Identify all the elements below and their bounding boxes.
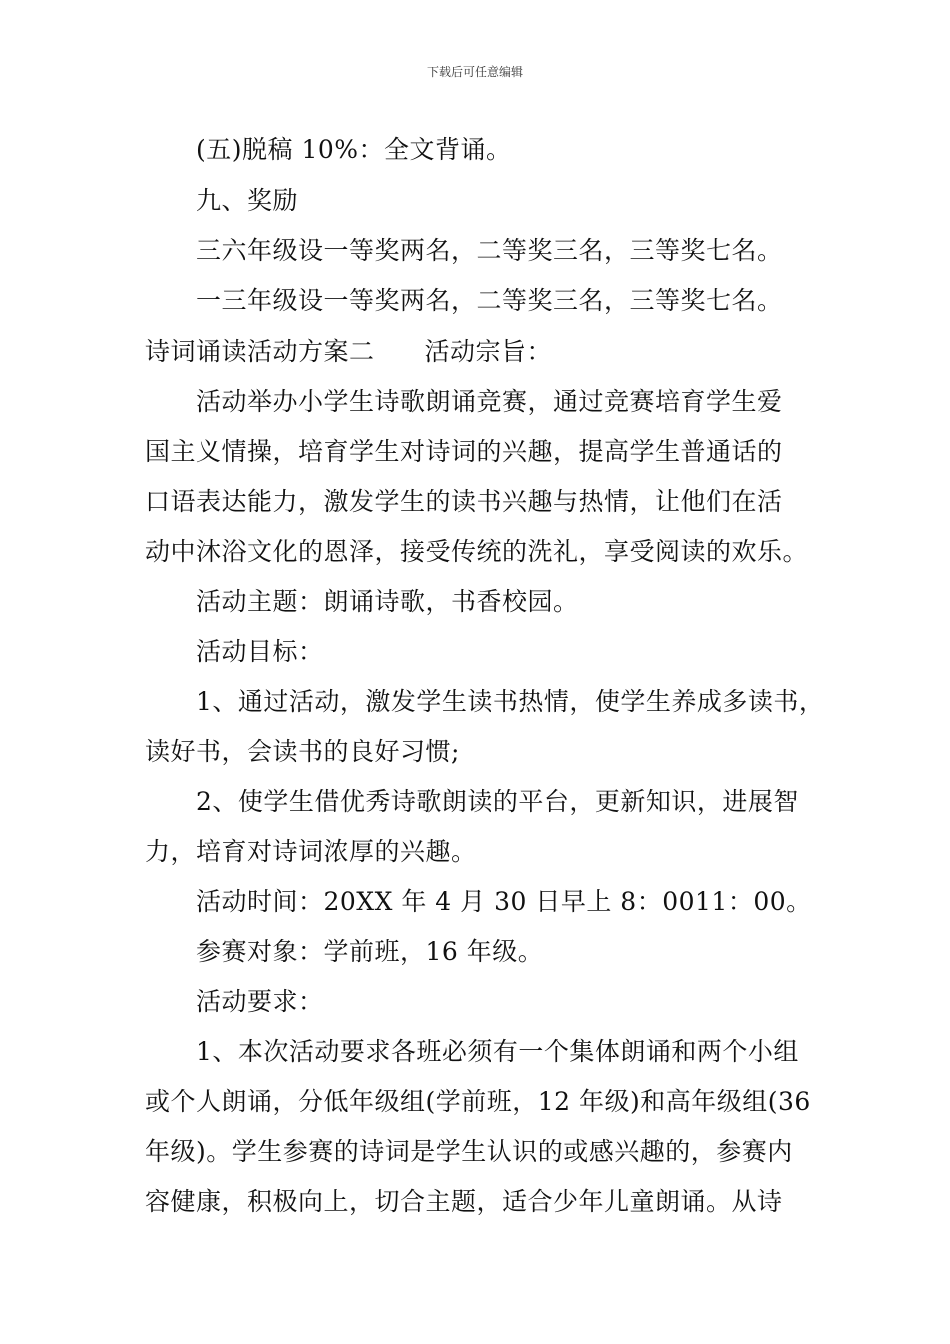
text-line: 读好书，会读书的良好习惯; bbox=[145, 737, 460, 766]
text-line: 动中沐浴文化的恩泽，接受传统的洗礼，享受阅读的欢乐。 bbox=[145, 537, 809, 566]
text-line: 国主义情操，培育学生对诗词的兴趣，提高学生普通话的 bbox=[145, 437, 783, 466]
text-line: 力，培育对诗词浓厚的兴趣。 bbox=[145, 837, 477, 866]
text-line: 三六年级设一等奖两名，二等奖三名，三等奖七名。 bbox=[196, 236, 783, 265]
text-line: 1、本次活动要求各班必须有一个集体朗诵和两个小组 bbox=[196, 1037, 799, 1066]
text-line: 活动目标： bbox=[196, 637, 324, 666]
text-line: 年级)。学生参赛的诗词是学生认识的或感兴趣的，参赛内 bbox=[145, 1137, 793, 1166]
text-line: 活动时间：20XX 年 4 月 30 日早上 8：0011：00。 bbox=[196, 887, 812, 916]
text-line: 参赛对象：学前班，16 年级。 bbox=[196, 937, 544, 966]
text-line: (五)脱稿 10%：全文背诵。 bbox=[196, 135, 512, 164]
text-line: 2、使学生借优秀诗歌朗读的平台，更新知识，进展智 bbox=[196, 787, 799, 816]
text-line: 活动主题：朗诵诗歌，书香校园。 bbox=[196, 587, 579, 616]
plan-title: 诗词诵读活动方案二 bbox=[145, 337, 375, 366]
text-line: 活动要求： bbox=[196, 987, 324, 1016]
document-title-line bbox=[145, 337, 552, 367]
text-line: 口语表达能力，激发学生的读书兴趣与热情，让他们在活 bbox=[145, 487, 783, 516]
text-line: 或个人朗诵，分低年级组(学前班，12 年级)和高年级组(36 bbox=[145, 1087, 811, 1116]
text-line: 容健康，积极向上，切合主题，适合少年儿童朗诵。从诗 bbox=[145, 1187, 783, 1216]
text-line: 1、通过活动，激发学生读书热情，使学生养成多读书， bbox=[196, 687, 825, 716]
page-header: 下载后可任意编辑 bbox=[426, 65, 523, 79]
purpose-heading: 活动宗旨： bbox=[424, 337, 553, 366]
section-heading: 九、奖励 bbox=[196, 186, 299, 215]
text-line: 一三年级设一等奖两名，二等奖三名，三等奖七名。 bbox=[196, 286, 783, 315]
text-line: 活动举办小学生诗歌朗诵竞赛，通过竞赛培育学生爱 bbox=[196, 387, 783, 416]
